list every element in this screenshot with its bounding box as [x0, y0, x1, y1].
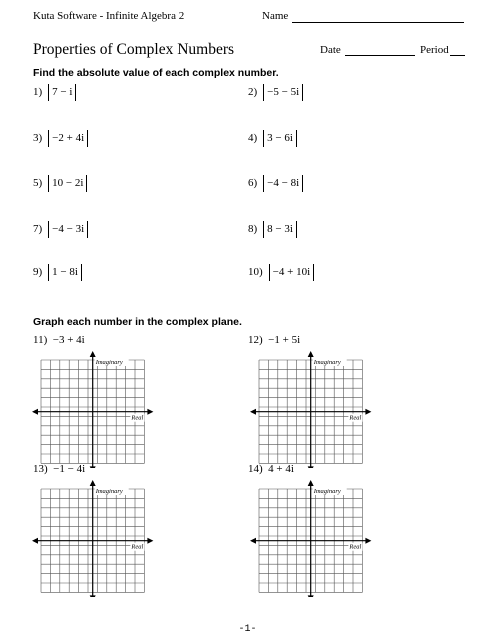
problem-number: 3)	[33, 132, 43, 144]
problem-9	[33, 264, 82, 281]
problem-number: 12)	[248, 334, 263, 346]
problem-number: 6)	[248, 177, 258, 189]
complex-plane-grid-12[interactable]	[250, 350, 375, 468]
absolute-value-expression: 1 − 8i	[48, 264, 82, 281]
arrow-right-icon	[147, 409, 153, 415]
problem-number: 10)	[248, 266, 263, 278]
arrow-down-icon	[90, 595, 96, 597]
absolute-value-expression: −4 − 3i	[48, 221, 88, 238]
problem-6	[248, 175, 303, 192]
section2-instruction: Graph each number in the complex plane.	[33, 316, 242, 328]
absolute-value-expression: 3 − 6i	[263, 130, 297, 147]
problem-12	[248, 334, 300, 346]
problem-8	[248, 221, 297, 238]
page-number: -1-	[238, 624, 257, 635]
real-axis-label: Real	[349, 543, 362, 551]
arrow-up-icon	[308, 351, 314, 357]
arrow-down-icon	[308, 595, 314, 597]
absolute-value-expression: −5 − 5i	[263, 84, 303, 101]
problem-number: 13)	[33, 463, 48, 475]
period-label: Period	[420, 44, 449, 56]
complex-plane-grid-14[interactable]	[250, 479, 375, 597]
real-axis-label: Real	[349, 414, 362, 422]
problem-10	[248, 264, 314, 281]
problem-number: 8)	[248, 223, 258, 235]
problem-number: 14)	[248, 463, 263, 475]
complex-number: −3 + 4i	[52, 334, 85, 346]
complex-plane-svg	[32, 479, 157, 597]
problem-number: 5)	[33, 177, 43, 189]
period-field-line[interactable]	[450, 55, 465, 56]
arrow-down-icon	[308, 466, 314, 468]
complex-plane-grid-13[interactable]	[32, 479, 157, 597]
arrow-right-icon	[365, 538, 371, 544]
complex-plane-svg	[250, 350, 375, 468]
complex-number: −1 − 4i	[53, 463, 86, 475]
arrow-up-icon	[90, 351, 96, 357]
arrow-left-icon	[250, 409, 256, 415]
problem-5	[33, 175, 87, 192]
name-field-line[interactable]	[292, 22, 464, 23]
imaginary-axis-label: Imaginary	[313, 488, 341, 495]
arrow-right-icon	[365, 409, 371, 415]
absolute-value-expression: −2 + 4i	[48, 130, 88, 147]
imaginary-axis-label: Imaginary	[313, 359, 341, 366]
complex-plane-svg	[250, 479, 375, 597]
name-label: Name	[262, 10, 289, 22]
date-label: Date	[320, 44, 341, 56]
absolute-value-expression: 10 − 2i	[48, 175, 87, 192]
problem-number: 2)	[248, 86, 258, 98]
complex-number: 4 + 4i	[268, 463, 294, 475]
problem-7	[33, 221, 88, 238]
complex-plane-svg	[32, 350, 157, 468]
problem-2	[248, 84, 303, 101]
arrow-down-icon	[90, 466, 96, 468]
section1-instruction: Find the absolute value of each complex number.	[33, 67, 279, 79]
arrow-right-icon	[147, 538, 153, 544]
arrow-left-icon	[250, 538, 256, 544]
worksheet-title: Properties of Complex Numbers	[33, 41, 235, 58]
absolute-value-expression: −4 − 8i	[263, 175, 303, 192]
arrow-left-icon	[32, 409, 38, 415]
imaginary-axis-label: Imaginary	[95, 488, 123, 495]
problem-11	[33, 334, 85, 346]
problem-4	[248, 130, 297, 147]
date-field-line[interactable]	[345, 55, 415, 56]
absolute-value-expression: 8 − 3i	[263, 221, 297, 238]
absolute-value-expression: −4 + 10i	[269, 264, 314, 281]
arrow-left-icon	[32, 538, 38, 544]
real-axis-label: Real	[131, 414, 144, 422]
problem-1	[33, 84, 76, 101]
problem-number: 4)	[248, 132, 258, 144]
real-axis-label: Real	[131, 543, 144, 551]
imaginary-axis-label: Imaginary	[95, 359, 123, 366]
complex-number: −1 + 5i	[268, 334, 301, 346]
arrow-up-icon	[90, 480, 96, 486]
complex-plane-grid-11[interactable]	[32, 350, 157, 468]
problem-number: 9)	[33, 266, 43, 278]
arrow-up-icon	[308, 480, 314, 486]
problem-3	[33, 130, 88, 147]
worksheet-source: Kuta Software - Infinite Algebra 2	[33, 10, 185, 22]
problem-number: 7)	[33, 223, 43, 235]
absolute-value-expression: 7 − i	[48, 84, 76, 101]
problem-number: 11)	[33, 334, 48, 346]
problem-number: 1)	[33, 86, 43, 98]
